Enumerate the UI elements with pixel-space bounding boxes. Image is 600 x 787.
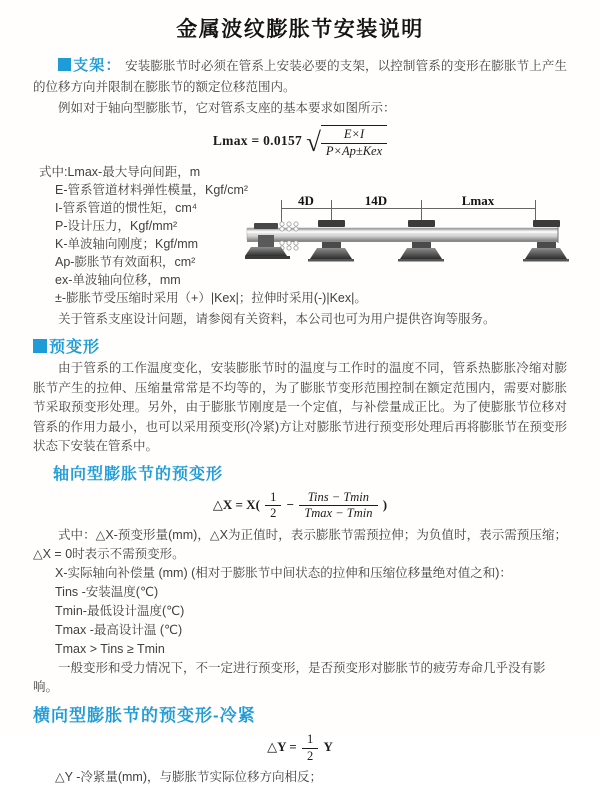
lateral-note-line: △Y -冷紧量(mm)，与膨胀节实际位移方向相反； [55,770,323,785]
blue-square-icon [33,339,47,353]
definition-line: ±-膨胀节受压缩时采用（+）|Kex|；拉伸时采用(-)|Kex|。 [55,291,367,306]
dimension-labels [298,193,495,208]
half-fraction [265,490,281,522]
temperature-fraction [299,490,377,522]
support-example-line: 例如对于轴向型膨胀节，它对管系支座的基本要求如图所示： [58,101,396,115]
axial-explain-line: 式中：△X-预变形量(mm)，△X为正值时，表示膨胀节需预拉伸；为负值时，表示需预压缩；△X = 0时表示不需预变形。 [33,528,567,561]
formula-rhs: ) [382,496,388,512]
definition-line: P-设计压力，Kgf/mm² [55,219,178,234]
predeform-section-heading [33,334,567,357]
definition-line: I-管系管道的惯性矩，cm⁴ [55,201,198,216]
half-numerator: 1 [265,490,281,507]
lmax-formula-lhs: Lmax = 0.0157 [212,133,303,149]
formula-lhs: △X = X( [212,496,260,512]
blue-square-icon [58,58,71,71]
definition-line: ex-单波轴向位移，mm [55,273,181,288]
definition-line: 式中:Lmax-最大导向间距，m [39,165,201,180]
axial-predeform-subtitle: 轴向型膨胀节的预变形 [53,465,224,483]
temperature-numerator: Tins − Tmin [299,490,377,507]
definition-line: Ap-膨胀节有效面积，cm² [55,255,196,270]
sqrt-body [321,125,387,159]
page-title: 金属波纹膨胀节安装说明 [176,18,424,41]
note-line: Tmin-最低设计温度(℃) [55,604,185,618]
half-numerator: 1 [302,732,318,749]
predeform-body-paragraph: 由于管系的工作温度变化，安装膨胀节时的温度与工作时的温度不同，管系热膨胀冷缩对膨胀节产生的拉伸、压缩量常常是不均等的，为了膨胀节变形范围控制在额定范围内，需要对膨胀节采取预变形处理。另外，由于膨胀节刚度是一个定值，与补偿量成正比。为了使膨胀节位移对管系的作用力最小，也可以采用预变形(冷紧)方让对膨胀节进行预变形处理后再将膨胀节在预变形状态下安装在管系中。 [33,361,567,454]
support-consult-line: 关于管系支座设计问题，请参阅有关资料，本公司也可为用户提供咨询等服务。 [58,312,496,327]
note-line: 一般变形和受力情况下，不一定进行预变形，是否预变形对膨胀节的疲劳寿命几乎没有影响。 [33,661,546,694]
definition-line: K-单波轴向刚度；Kgf/mm [55,237,199,252]
formula-rhs: Y [323,739,333,755]
pipe-support-diagram [245,193,600,288]
half-fraction [302,732,318,764]
sqrt-radical-icon: √ [306,127,321,158]
support-intro-paragraph [33,55,567,98]
support-section-heading [58,57,122,74]
dim-label-lmax: Lmax [461,193,495,208]
lmax-fraction-denominator: P×Ap±Kex [325,143,383,158]
support-heading-label: 支架： [73,57,122,74]
axial-predeform-formula [33,490,567,522]
note-line: Tins -安装温度(℃) [55,585,159,599]
lateral-predeform-subtitle: 横向型膨胀节的预变形-冷紧 [33,706,256,725]
axial-explain-line: X-实际轴向补偿量 (mm) (相对于膨胀节中间状态的拉伸和压缩位移量绝对值之和)： [55,566,512,580]
lmax-fraction-numerator: E×I [321,127,387,144]
lateral-predeform-formula [33,732,567,764]
temperature-notes [33,583,567,697]
support-intro-text: 安装膨胀节时必须在管系上安装必要的支架，以控制管系的变形在膨胀节上产生的位移方向并限制在膨胀节的额定位移范围内。 [33,59,567,94]
lmax-fraction [321,127,387,159]
formula-lhs: △Y = [267,739,297,755]
lmax-formula [33,125,567,159]
half-denominator: 2 [270,506,277,521]
dim-label-4d: 4D [298,193,314,208]
dim-label-14d: 14D [364,193,388,208]
predeform-heading-label: 预变形 [49,339,101,357]
temperature-denominator: Tmax − Tmin [304,506,373,521]
half-denominator: 2 [306,748,314,763]
note-line: Tmax -最高设计温 (℃) [55,623,183,637]
minus-operator: − [286,496,295,512]
definition-line: E-管系管道材料弹性模量，Kgf/cm² [55,183,249,198]
note-line: Tmax > Tins ≥ Tmin [55,642,165,656]
